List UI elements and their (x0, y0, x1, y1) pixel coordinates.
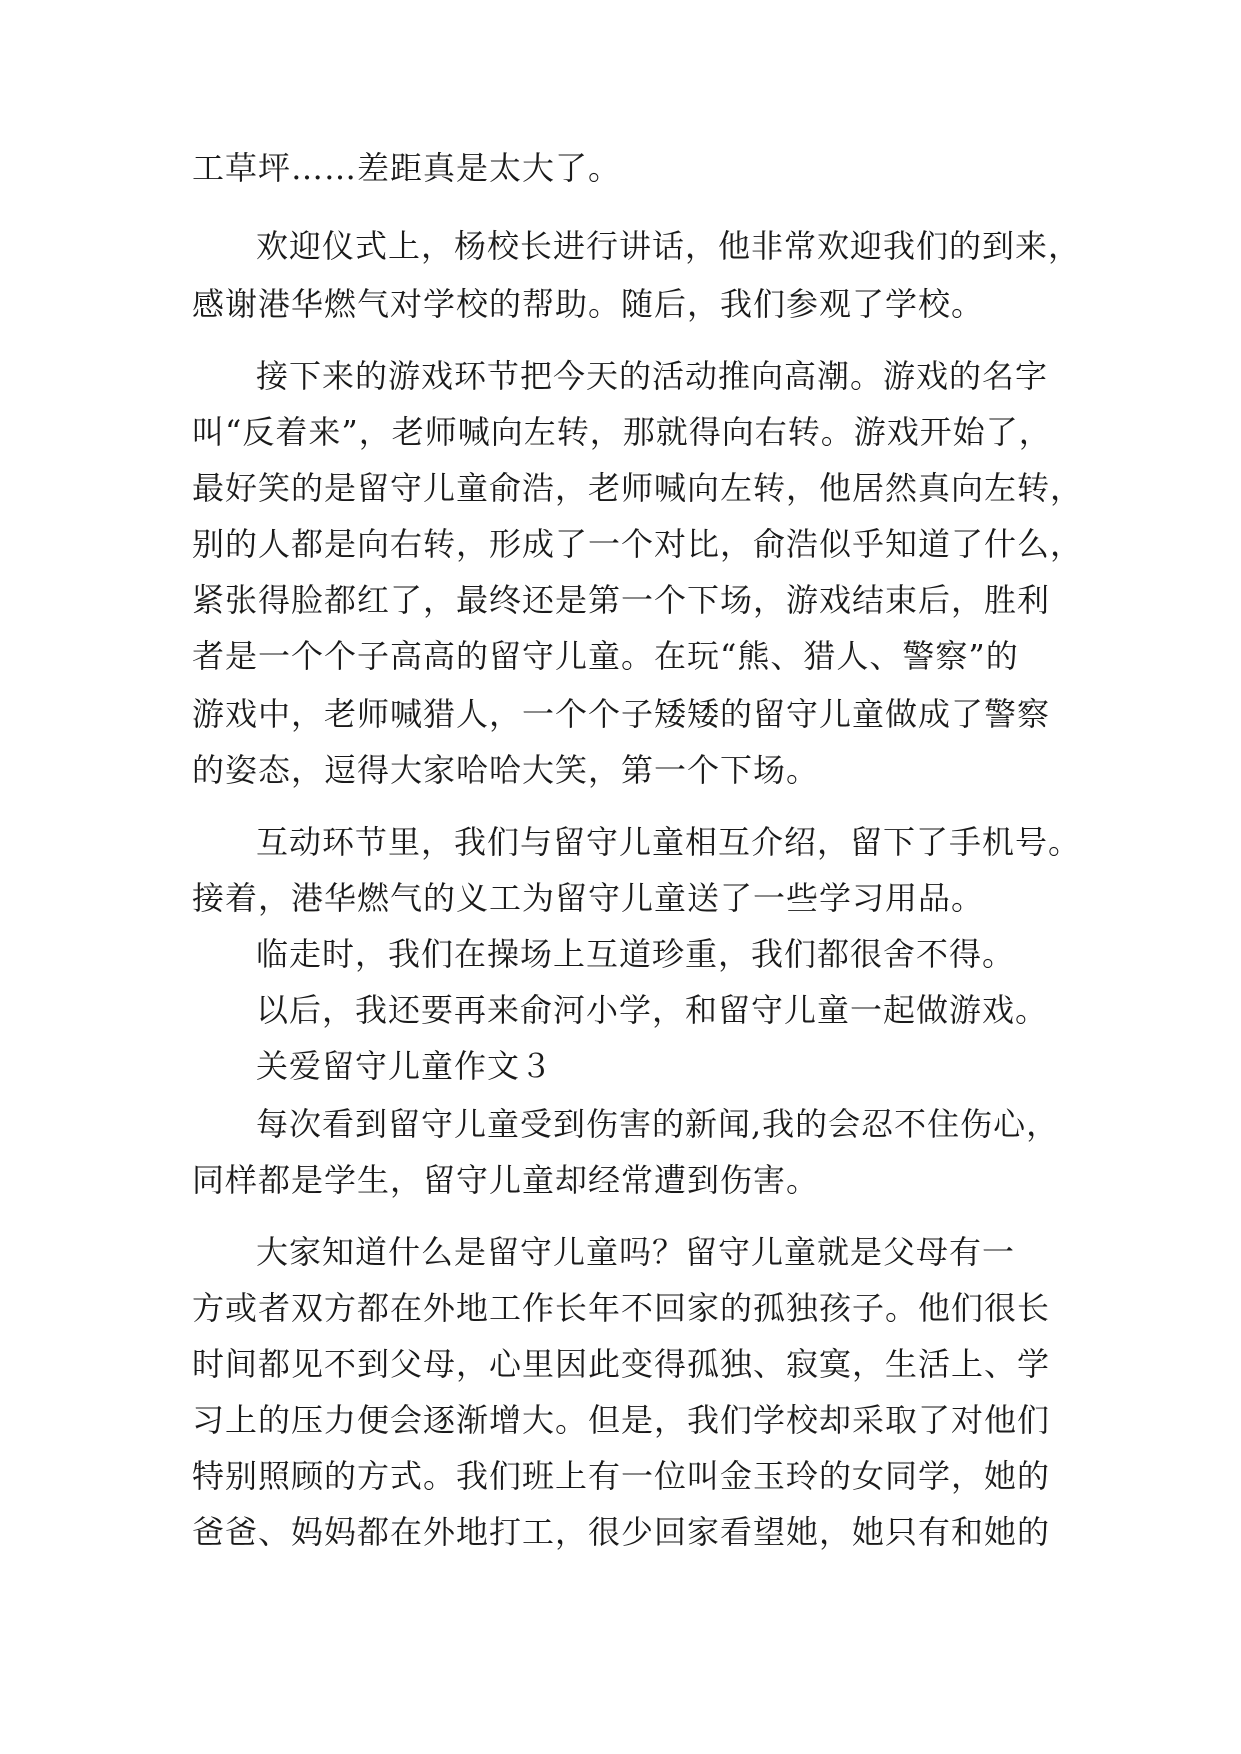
text-line: 工草坪……差距真是太大了。 (192, 149, 622, 187)
text-line: 方或者双方都在外地工作长年不回家的孤独孩子。他们很长 (192, 1289, 1051, 1327)
text-line: 紧张得脸都红了，最终还是第一个下场，游戏结束后，胜利 (192, 581, 1051, 619)
text-line: 接着，港华燃气的义工为留守儿童送了一些学习用品。 (192, 879, 985, 917)
text-line: 别的人都是向右转，形成了一个对比，俞浩似乎知道了什么， (192, 525, 1084, 563)
text-line: 大家知道什么是留守儿童吗？留守儿童就是父母有一 (256, 1233, 1016, 1271)
text-line: 叫“反着来”，老师喊向左转，那就得向右转。游戏开始了， (192, 413, 1052, 451)
text-line: 感谢港华燃气对学校的帮助。随后，我们参观了学校。 (192, 285, 985, 323)
text-line: 时间都见不到父母，心里因此变得孤独、寂寞，生活上、学 (192, 1345, 1051, 1383)
text-line: 同样都是学生，留守儿童却经常遭到伤害。 (192, 1161, 820, 1199)
text-line: 游戏中，老师喊猎人，一个个子矮矮的留守儿童做成了警察 (192, 695, 1051, 733)
text-line: 接下来的游戏环节把今天的活动推向高潮。游戏的名字 (256, 357, 1049, 395)
text-line: 互动环节里，我们与留守儿童相互介绍，留下了手机号。 (256, 823, 1082, 861)
text-line: 以后，我还要再来俞河小学，和留守儿童一起做游戏。 (256, 991, 1049, 1029)
text-line: 特别照顾的方式。我们班上有一位叫金玉玲的女同学，她的 (192, 1457, 1051, 1495)
text-line: 习上的压力便会逐渐增大。但是，我们学校却采取了对他们 (192, 1401, 1051, 1439)
section-title: 关爱留守儿童作文３ (256, 1047, 554, 1085)
text-line: 者是一个个子高高的留守儿童。在玩“熊、猎人、警察”的 (192, 637, 1019, 675)
text-line: 最好笑的是留守儿童俞浩，老师喊向左转，他居然真向左转， (192, 469, 1084, 507)
text-line: 每次看到留守儿童受到伤害的新闻,我的会忍不住伤心， (256, 1105, 1060, 1143)
text-line: 欢迎仪式上，杨校长进行讲话，他非常欢迎我们的到来， (256, 227, 1082, 265)
text-line: 的姿态，逗得大家哈哈大笑，第一个下场。 (192, 751, 820, 789)
text-line: 爸爸、妈妈都在外地打工，很少回家看望她，她只有和她的 (192, 1513, 1051, 1551)
text-line: 临走时，我们在操场上互道珍重，我们都很舍不得。 (256, 935, 1016, 973)
